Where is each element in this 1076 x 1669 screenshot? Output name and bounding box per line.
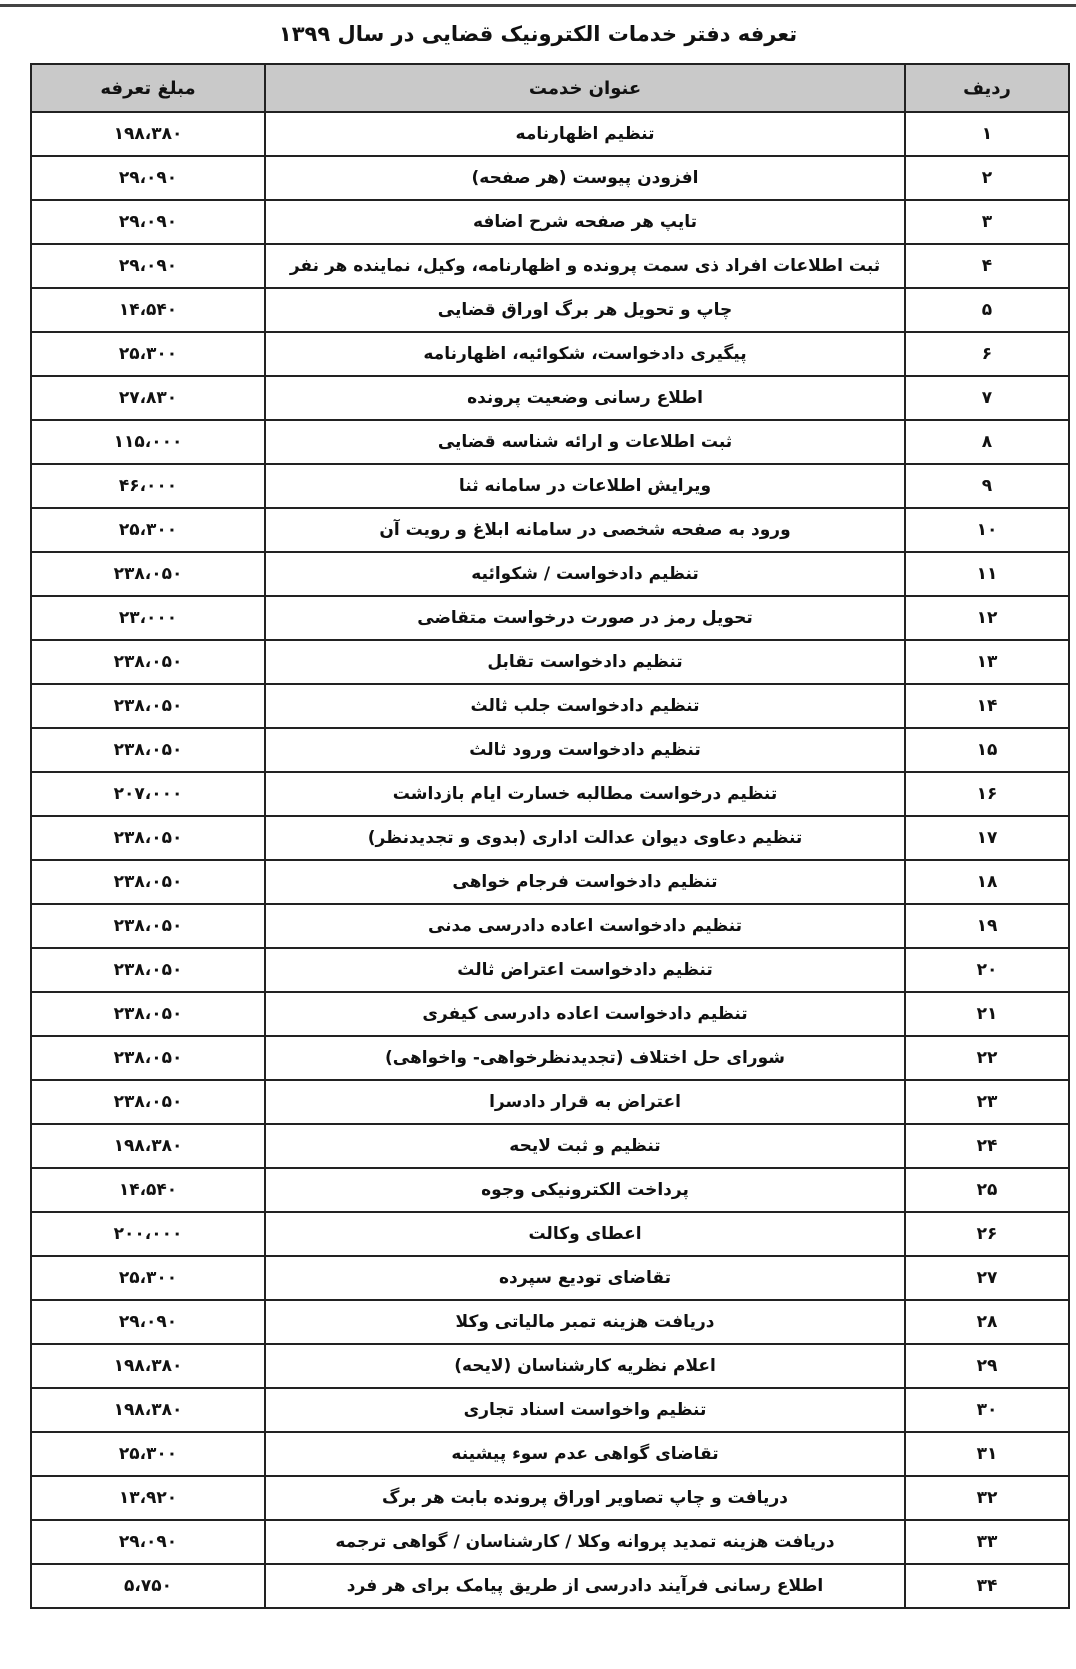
- service-title-cell: دریافت هزینه تمبر مالیاتی وکلا: [265, 1300, 905, 1344]
- table-row: [31, 728, 1069, 772]
- service-title-cell: شورای حل اختلاف (تجدیدنظرخواهی- واخواهی): [265, 1036, 905, 1080]
- row-number-cell: ۳۰: [905, 1388, 1069, 1432]
- row-number-cell: ۲۴: [905, 1124, 1069, 1168]
- service-title-cell: اعطای وکالت: [265, 1212, 905, 1256]
- row-number-cell: ۱۱: [905, 552, 1069, 596]
- tariff-amount-cell: ۵،۷۵۰: [31, 1564, 265, 1608]
- tariff-amount-cell: ۲۳۸،۰۵۰: [31, 860, 265, 904]
- row-number-cell: ۱۳: [905, 640, 1069, 684]
- service-title-cell: ویرایش اطلاعات در سامانه ثنا: [265, 464, 905, 508]
- row-number-cell: ۲۱: [905, 992, 1069, 1036]
- service-title-cell: تنظیم دادخواست فرجام خواهی: [265, 860, 905, 904]
- row-number-cell: ۱۶: [905, 772, 1069, 816]
- tariff-amount-cell: ۴۶،۰۰۰: [31, 464, 265, 508]
- tariff-amount-cell: ۲۳۸،۰۵۰: [31, 816, 265, 860]
- row-number-cell: ۲۹: [905, 1344, 1069, 1388]
- table-row: [31, 244, 1069, 288]
- service-title-cell: تنظیم دادخواست اعاده دادرسی کیفری: [265, 992, 905, 1036]
- table-row: [31, 552, 1069, 596]
- table-row: [31, 948, 1069, 992]
- tariff-amount-cell: ۲۳۸،۰۵۰: [31, 728, 265, 772]
- service-title-cell: اطلاع رسانی فرآیند دادرسی از طریق پیامک برای هر فرد: [265, 1564, 905, 1608]
- row-number-cell: ۱: [905, 112, 1069, 156]
- tariff-amount-cell: ۱۹۸،۳۸۰: [31, 1124, 265, 1168]
- table-row: [31, 376, 1069, 420]
- row-number-cell: ۵: [905, 288, 1069, 332]
- service-title-cell: اطلاع رسانی وضعیت پرونده: [265, 376, 905, 420]
- table-row: [31, 1388, 1069, 1432]
- table-row: [31, 200, 1069, 244]
- row-number-cell: ۶: [905, 332, 1069, 376]
- tariff-amount-cell: ۲۰۷،۰۰۰: [31, 772, 265, 816]
- service-title-cell: ثبت اطلاعات افراد ذی سمت پرونده و اظهارنامه، وکیل، نماینده هر نفر: [265, 244, 905, 288]
- row-number-cell: ۲۰: [905, 948, 1069, 992]
- tariff-amount-cell: ۲۳۸،۰۵۰: [31, 552, 265, 596]
- table-row: [31, 1300, 1069, 1344]
- tariff-amount-cell: ۲۳۸،۰۵۰: [31, 1080, 265, 1124]
- service-title-cell: اعلام نظریه کارشناسان (لایحه): [265, 1344, 905, 1388]
- tariff-amount-cell: ۲۵،۳۰۰: [31, 508, 265, 552]
- row-number-cell: ۱۲: [905, 596, 1069, 640]
- table-header-row: [31, 64, 1069, 112]
- table-row: [31, 1256, 1069, 1300]
- table-row: [31, 1432, 1069, 1476]
- tariff-amount-cell: ۱۹۸،۳۸۰: [31, 1344, 265, 1388]
- tariff-amount-cell: ۲۳۸،۰۵۰: [31, 1036, 265, 1080]
- service-title-cell: تنظیم درخواست مطالبه خسارت ایام بازداشت: [265, 772, 905, 816]
- service-title-cell: تنظیم دادخواست / شکوائیه: [265, 552, 905, 596]
- table-row: [31, 596, 1069, 640]
- row-number-cell: ۲۵: [905, 1168, 1069, 1212]
- table-row: [31, 464, 1069, 508]
- service-title-cell: تنظیم اظهارنامه: [265, 112, 905, 156]
- table-row: [31, 332, 1069, 376]
- row-number-cell: ۲۳: [905, 1080, 1069, 1124]
- header-row-number: ردیف: [905, 64, 1069, 112]
- table-row: [31, 640, 1069, 684]
- row-number-cell: ۹: [905, 464, 1069, 508]
- row-number-cell: ۲۷: [905, 1256, 1069, 1300]
- service-title-cell: چاپ و تحویل هر برگ اوراق قضایی: [265, 288, 905, 332]
- service-title-cell: تنظیم دادخواست اعتراض ثالث: [265, 948, 905, 992]
- tariff-amount-cell: ۲۳۸،۰۵۰: [31, 948, 265, 992]
- tariff-amount-cell: ۲۵،۳۰۰: [31, 1432, 265, 1476]
- service-title-cell: تنظیم دعاوی دیوان عدالت اداری (بدوی و تجدیدنظر): [265, 816, 905, 860]
- service-title-cell: ورود به صفحه شخصی در سامانه ابلاغ و رویت آن: [265, 508, 905, 552]
- table-row: [31, 1168, 1069, 1212]
- tariff-amount-cell: ۲۹،۰۹۰: [31, 244, 265, 288]
- service-title-cell: تنظیم و ثبت لایحه: [265, 1124, 905, 1168]
- row-number-cell: ۴: [905, 244, 1069, 288]
- service-title-cell: دریافت هزینه تمدید پروانه وکلا / کارشناسان / گواهی ترجمه: [265, 1520, 905, 1564]
- row-number-cell: ۳۳: [905, 1520, 1069, 1564]
- row-number-cell: ۲: [905, 156, 1069, 200]
- table-row: [31, 1212, 1069, 1256]
- table-row: [31, 904, 1069, 948]
- tariff-amount-cell: ۲۰۰،۰۰۰: [31, 1212, 265, 1256]
- row-number-cell: ۸: [905, 420, 1069, 464]
- row-number-cell: ۲۲: [905, 1036, 1069, 1080]
- tariff-amount-cell: ۲۷،۸۳۰: [31, 376, 265, 420]
- page-title: تعرفه دفتر خدمات الکترونیک قضایی در سال ۱۳۹۹: [278, 22, 798, 46]
- table-row: [31, 1080, 1069, 1124]
- row-number-cell: ۳: [905, 200, 1069, 244]
- row-number-cell: ۲۶: [905, 1212, 1069, 1256]
- tariff-amount-cell: ۲۹،۰۹۰: [31, 1300, 265, 1344]
- table-row: [31, 684, 1069, 728]
- service-title-cell: تنظیم دادخواست جلب ثالث: [265, 684, 905, 728]
- tariff-amount-cell: ۲۹،۰۹۰: [31, 156, 265, 200]
- table-row: [31, 772, 1069, 816]
- row-number-cell: ۱۸: [905, 860, 1069, 904]
- row-number-cell: ۳۱: [905, 1432, 1069, 1476]
- service-title-cell: تقاضای گواهی عدم سوء پیشینه: [265, 1432, 905, 1476]
- service-title-cell: تقاضای تودیع سپرده: [265, 1256, 905, 1300]
- row-number-cell: ۱۵: [905, 728, 1069, 772]
- row-number-cell: ۱۹: [905, 904, 1069, 948]
- table-row: [31, 1344, 1069, 1388]
- service-title-cell: تایپ هر صفحه شرح اضافه: [265, 200, 905, 244]
- table-row: [31, 1564, 1069, 1608]
- row-number-cell: ۱۷: [905, 816, 1069, 860]
- tariff-table: [30, 63, 1070, 1609]
- tariff-amount-cell: ۱۱۵،۰۰۰: [31, 420, 265, 464]
- tariff-amount-cell: ۲۵،۳۰۰: [31, 332, 265, 376]
- service-title-cell: تنظیم دادخواست تقابل: [265, 640, 905, 684]
- row-number-cell: ۱۰: [905, 508, 1069, 552]
- row-number-cell: ۲۸: [905, 1300, 1069, 1344]
- service-title-cell: تنظیم دادخواست ورود ثالث: [265, 728, 905, 772]
- tariff-amount-cell: ۱۳،۹۲۰: [31, 1476, 265, 1520]
- table-row: [31, 860, 1069, 904]
- row-number-cell: ۷: [905, 376, 1069, 420]
- service-title-cell: افزودن پیوست (هر صفحه): [265, 156, 905, 200]
- row-number-cell: ۳۴: [905, 1564, 1069, 1608]
- service-title-cell: پیگیری دادخواست، شکوائیه، اظهارنامه: [265, 332, 905, 376]
- tariff-amount-cell: ۱۴،۵۴۰: [31, 288, 265, 332]
- service-title-cell: تحویل رمز در صورت درخواست متقاضی: [265, 596, 905, 640]
- service-title-cell: تنظیم واخواست اسناد تجاری: [265, 1388, 905, 1432]
- top-rule: [0, 4, 1076, 7]
- row-number-cell: ۱۴: [905, 684, 1069, 728]
- table-row: [31, 288, 1069, 332]
- header-tariff-amount: مبلغ تعرفه: [31, 64, 265, 112]
- table-row: [31, 1124, 1069, 1168]
- table-row: [31, 1476, 1069, 1520]
- table-row: [31, 112, 1069, 156]
- tariff-amount-cell: ۲۹،۰۹۰: [31, 1520, 265, 1564]
- table-row: [31, 1520, 1069, 1564]
- header-service-title: عنوان خدمت: [265, 64, 905, 112]
- tariff-amount-cell: ۱۹۸،۳۸۰: [31, 1388, 265, 1432]
- tariff-amount-cell: ۱۴،۵۴۰: [31, 1168, 265, 1212]
- service-title-cell: دریافت و چاپ تصاویر اوراق پرونده بابت هر برگ: [265, 1476, 905, 1520]
- tariff-amount-cell: ۲۳۸،۰۵۰: [31, 904, 265, 948]
- tariff-amount-cell: ۲۹،۰۹۰: [31, 200, 265, 244]
- tariff-amount-cell: ۲۳۸،۰۵۰: [31, 992, 265, 1036]
- table-body: [31, 112, 1069, 1608]
- service-title-cell: اعتراض به قرار دادسرا: [265, 1080, 905, 1124]
- table-row: [31, 992, 1069, 1036]
- service-title-cell: ثبت اطلاعات و ارائه شناسه قضایی: [265, 420, 905, 464]
- table-row: [31, 156, 1069, 200]
- service-title-cell: تنظیم دادخواست اعاده دادرسی مدنی: [265, 904, 905, 948]
- table-row: [31, 816, 1069, 860]
- tariff-amount-cell: ۲۳،۰۰۰: [31, 596, 265, 640]
- tariff-amount-cell: ۲۳۸،۰۵۰: [31, 640, 265, 684]
- table-row: [31, 1036, 1069, 1080]
- table-row: [31, 420, 1069, 464]
- tariff-amount-cell: ۲۳۸،۰۵۰: [31, 684, 265, 728]
- tariff-amount-cell: ۱۹۸،۳۸۰: [31, 112, 265, 156]
- row-number-cell: ۳۲: [905, 1476, 1069, 1520]
- table-row: [31, 508, 1069, 552]
- tariff-amount-cell: ۲۵،۳۰۰: [31, 1256, 265, 1300]
- service-title-cell: پرداخت الکترونیکی وجوه: [265, 1168, 905, 1212]
